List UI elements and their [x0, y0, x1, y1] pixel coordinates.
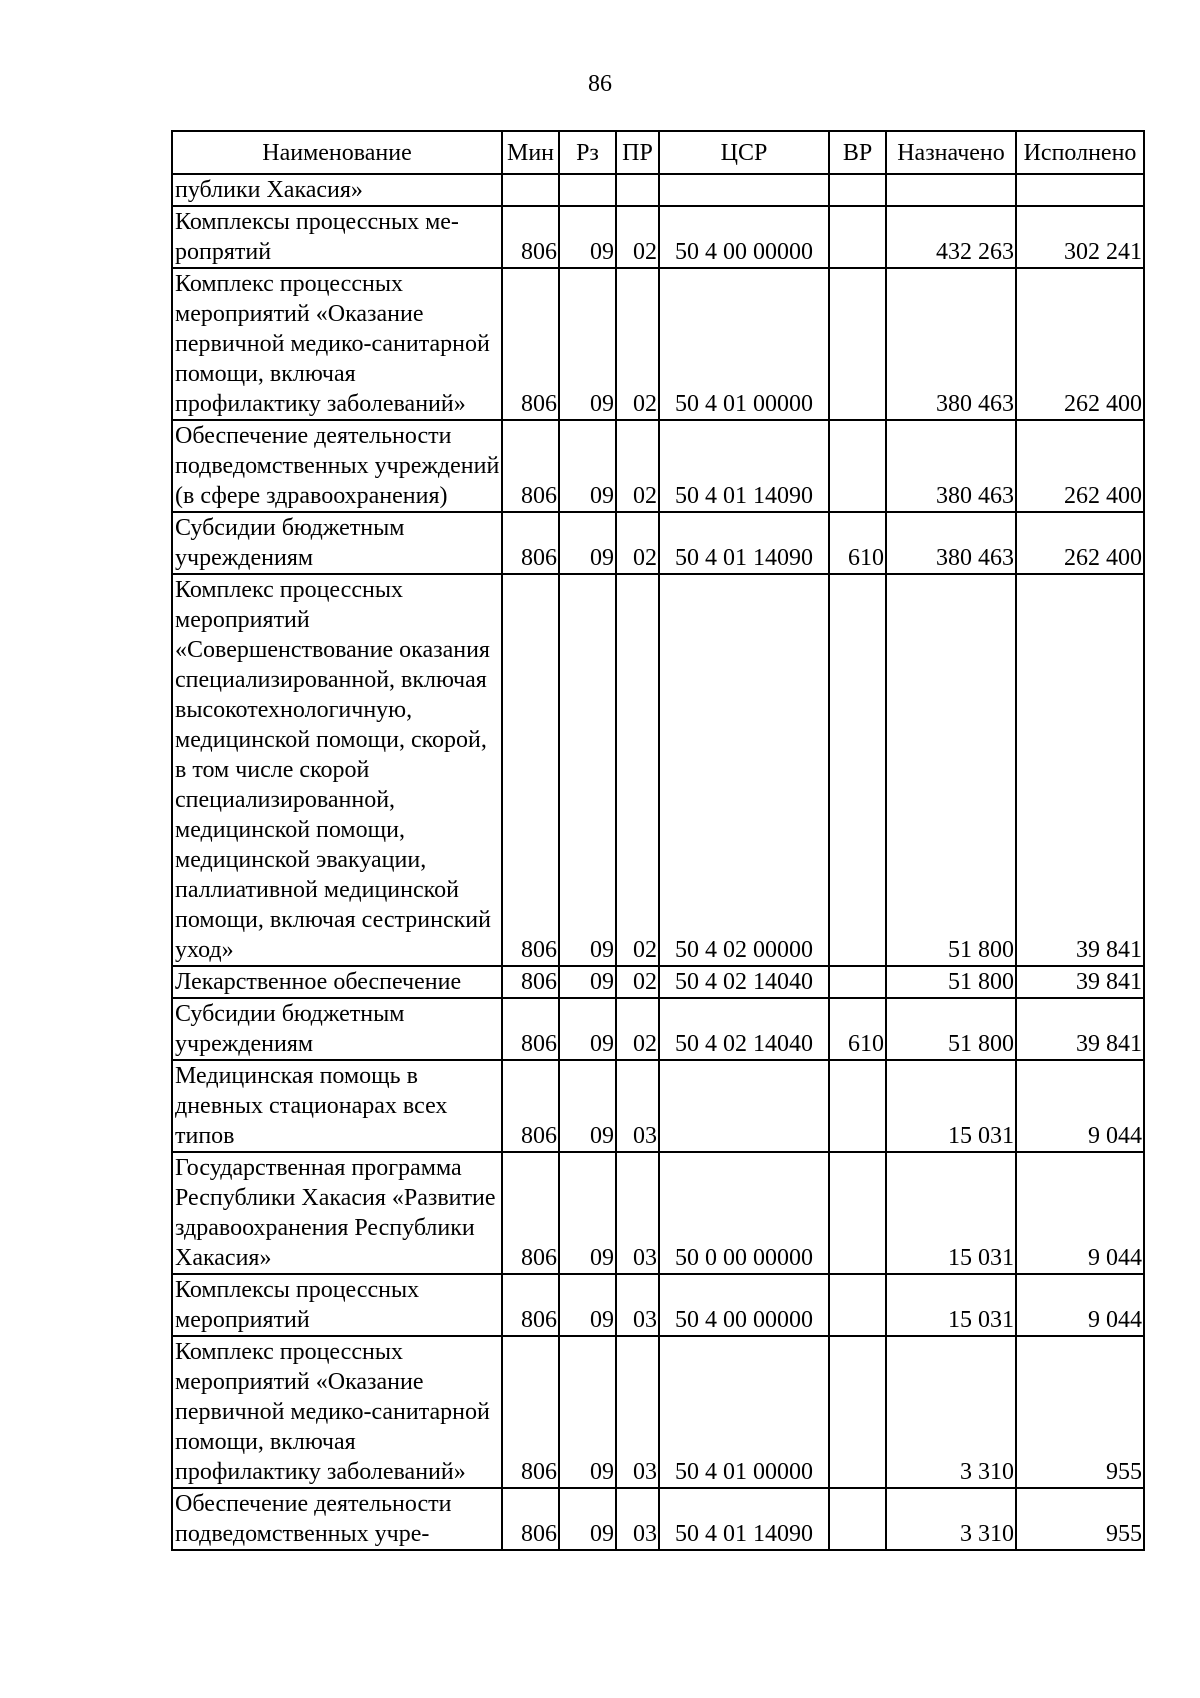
cell-executed: 262 400 [1016, 268, 1144, 420]
cell-executed: 9 044 [1016, 1152, 1144, 1274]
table-row [172, 174, 1144, 206]
cell-executed: 39 841 [1016, 574, 1144, 966]
cell-executed: 9 044 [1016, 1060, 1144, 1152]
cell-name: Комплекс процессных мероприятий «Совершенствование оказания специализированной, включая высокотехнологичную, медицинской помощи, скорой, в том числе скорой специализированной, медицинской помощи, медицинской эвакуации, паллиативной медицинской помощи, включая сестринский уход» [172, 574, 502, 966]
cell-executed [1016, 174, 1144, 206]
cell-vr [829, 1274, 886, 1336]
cell-min: 806 [502, 1274, 559, 1336]
cell-min: 806 [502, 1336, 559, 1488]
table-row [172, 268, 1144, 420]
header-rz: Рз [559, 131, 616, 174]
cell-vr [829, 1060, 886, 1152]
cell-rz: 09 [559, 206, 616, 268]
cell-min: 806 [502, 512, 559, 574]
cell-name: Комплекс процессных мероприятий «Оказание первичной медико-санитарной помощи, включая профилактику заболеваний» [172, 268, 502, 420]
cell-executed: 39 841 [1016, 998, 1144, 1060]
cell-executed: 9 044 [1016, 1274, 1144, 1336]
cell-vr [829, 206, 886, 268]
cell-csr: 50 4 01 14090 [659, 420, 829, 512]
header-min: Мин [502, 131, 559, 174]
cell-pr: 02 [616, 420, 659, 512]
cell-assigned: 3 310 [886, 1336, 1016, 1488]
cell-name: Комплекс процессных мероприятий «Оказание первичной медико-санитарной помощи, включая профилактику заболеваний» [172, 1336, 502, 1488]
cell-rz: 09 [559, 998, 616, 1060]
cell-csr [659, 1060, 829, 1152]
cell-rz [559, 174, 616, 206]
cell-pr: 03 [616, 1060, 659, 1152]
cell-executed: 955 [1016, 1488, 1144, 1550]
cell-rz: 09 [559, 512, 616, 574]
header-csr: ЦСР [659, 131, 829, 174]
cell-min: 806 [502, 574, 559, 966]
cell-csr: 50 4 01 00000 [659, 268, 829, 420]
cell-name: Государственная программа Республики Хакасия «Развитие здравоохранения Республики Хакасия» [172, 1152, 502, 1274]
cell-rz: 09 [559, 1060, 616, 1152]
cell-min: 806 [502, 268, 559, 420]
cell-csr [659, 174, 829, 206]
table-row [172, 206, 1144, 268]
cell-name: Комплексы процессных ме-ропрятий [172, 206, 502, 268]
cell-assigned: 51 800 [886, 998, 1016, 1060]
cell-csr: 50 4 02 00000 [659, 574, 829, 966]
table-row [172, 1488, 1144, 1550]
cell-name: Обеспечение деятельности подведомственных учреждений (в сфере здравоохранения) [172, 420, 502, 512]
cell-csr: 50 4 01 00000 [659, 1336, 829, 1488]
cell-assigned: 380 463 [886, 512, 1016, 574]
cell-name: Медицинская помощь в дневных стационарах всех типов [172, 1060, 502, 1152]
cell-csr: 50 4 01 14090 [659, 1488, 829, 1550]
cell-rz: 09 [559, 1488, 616, 1550]
cell-assigned: 380 463 [886, 268, 1016, 420]
cell-name: Субсидии бюджетным учреждениям [172, 998, 502, 1060]
cell-assigned: 432 263 [886, 206, 1016, 268]
cell-assigned: 3 310 [886, 1488, 1016, 1550]
page-number: 86 [588, 71, 612, 97]
cell-assigned: 15 031 [886, 1152, 1016, 1274]
table-row [172, 1336, 1144, 1488]
cell-min: 806 [502, 420, 559, 512]
cell-vr [829, 966, 886, 998]
cell-pr: 02 [616, 206, 659, 268]
cell-pr: 02 [616, 998, 659, 1060]
cell-csr: 50 4 01 14090 [659, 512, 829, 574]
cell-vr [829, 268, 886, 420]
table-row [172, 966, 1144, 998]
table-row [172, 420, 1144, 512]
header-name: Наименование [172, 131, 502, 174]
cell-min: 806 [502, 1152, 559, 1274]
cell-pr: 03 [616, 1488, 659, 1550]
cell-pr: 02 [616, 268, 659, 420]
cell-executed: 262 400 [1016, 512, 1144, 574]
cell-pr: 03 [616, 1152, 659, 1274]
cell-vr [829, 574, 886, 966]
table-row [172, 1274, 1144, 1336]
cell-rz: 09 [559, 1274, 616, 1336]
cell-vr [829, 1336, 886, 1488]
cell-pr: 03 [616, 1336, 659, 1488]
table-row [172, 1060, 1144, 1152]
table-row [172, 998, 1144, 1060]
table-row [172, 512, 1144, 574]
cell-executed: 262 400 [1016, 420, 1144, 512]
cell-assigned: 380 463 [886, 420, 1016, 512]
cell-pr: 02 [616, 512, 659, 574]
cell-name: Лекарственное обеспечение [172, 966, 502, 998]
cell-rz: 09 [559, 1336, 616, 1488]
cell-csr: 50 4 02 14040 [659, 966, 829, 998]
cell-pr [616, 174, 659, 206]
cell-csr: 50 0 00 00000 [659, 1152, 829, 1274]
cell-vr: 610 [829, 512, 886, 574]
header-vr: ВР [829, 131, 886, 174]
cell-name: публики Хакасия» [172, 174, 502, 206]
cell-rz: 09 [559, 574, 616, 966]
cell-min: 806 [502, 1488, 559, 1550]
cell-min: 806 [502, 998, 559, 1060]
cell-vr [829, 1152, 886, 1274]
cell-min: 806 [502, 966, 559, 998]
cell-vr [829, 420, 886, 512]
cell-pr: 03 [616, 1274, 659, 1336]
budget-table [171, 130, 1145, 1551]
table-row [172, 574, 1144, 966]
cell-assigned: 51 800 [886, 966, 1016, 998]
cell-pr: 02 [616, 966, 659, 998]
cell-rz: 09 [559, 268, 616, 420]
cell-csr: 50 4 00 00000 [659, 206, 829, 268]
cell-min: 806 [502, 1060, 559, 1152]
cell-assigned [886, 174, 1016, 206]
cell-name: Комплексы процессных мероприятий [172, 1274, 502, 1336]
cell-csr: 50 4 02 14040 [659, 998, 829, 1060]
cell-vr [829, 1488, 886, 1550]
header-assigned: Назначено [886, 131, 1016, 174]
header-row [172, 131, 1144, 174]
cell-executed: 39 841 [1016, 966, 1144, 998]
cell-pr: 02 [616, 574, 659, 966]
cell-assigned: 15 031 [886, 1060, 1016, 1152]
cell-assigned: 51 800 [886, 574, 1016, 966]
cell-executed: 955 [1016, 1336, 1144, 1488]
cell-assigned: 15 031 [886, 1274, 1016, 1336]
cell-min: 806 [502, 206, 559, 268]
cell-rz: 09 [559, 420, 616, 512]
header-pr: ПР [616, 131, 659, 174]
cell-name: Обеспечение деятельности подведомственных учре- [172, 1488, 502, 1550]
cell-min [502, 174, 559, 206]
table-row [172, 1152, 1144, 1274]
header-executed: Исполнено [1016, 131, 1144, 174]
cell-rz: 09 [559, 966, 616, 998]
cell-executed: 302 241 [1016, 206, 1144, 268]
cell-vr [829, 174, 886, 206]
cell-rz: 09 [559, 1152, 616, 1274]
cell-vr: 610 [829, 998, 886, 1060]
cell-name: Субсидии бюджетным учреждениям [172, 512, 502, 574]
cell-csr: 50 4 00 00000 [659, 1274, 829, 1336]
